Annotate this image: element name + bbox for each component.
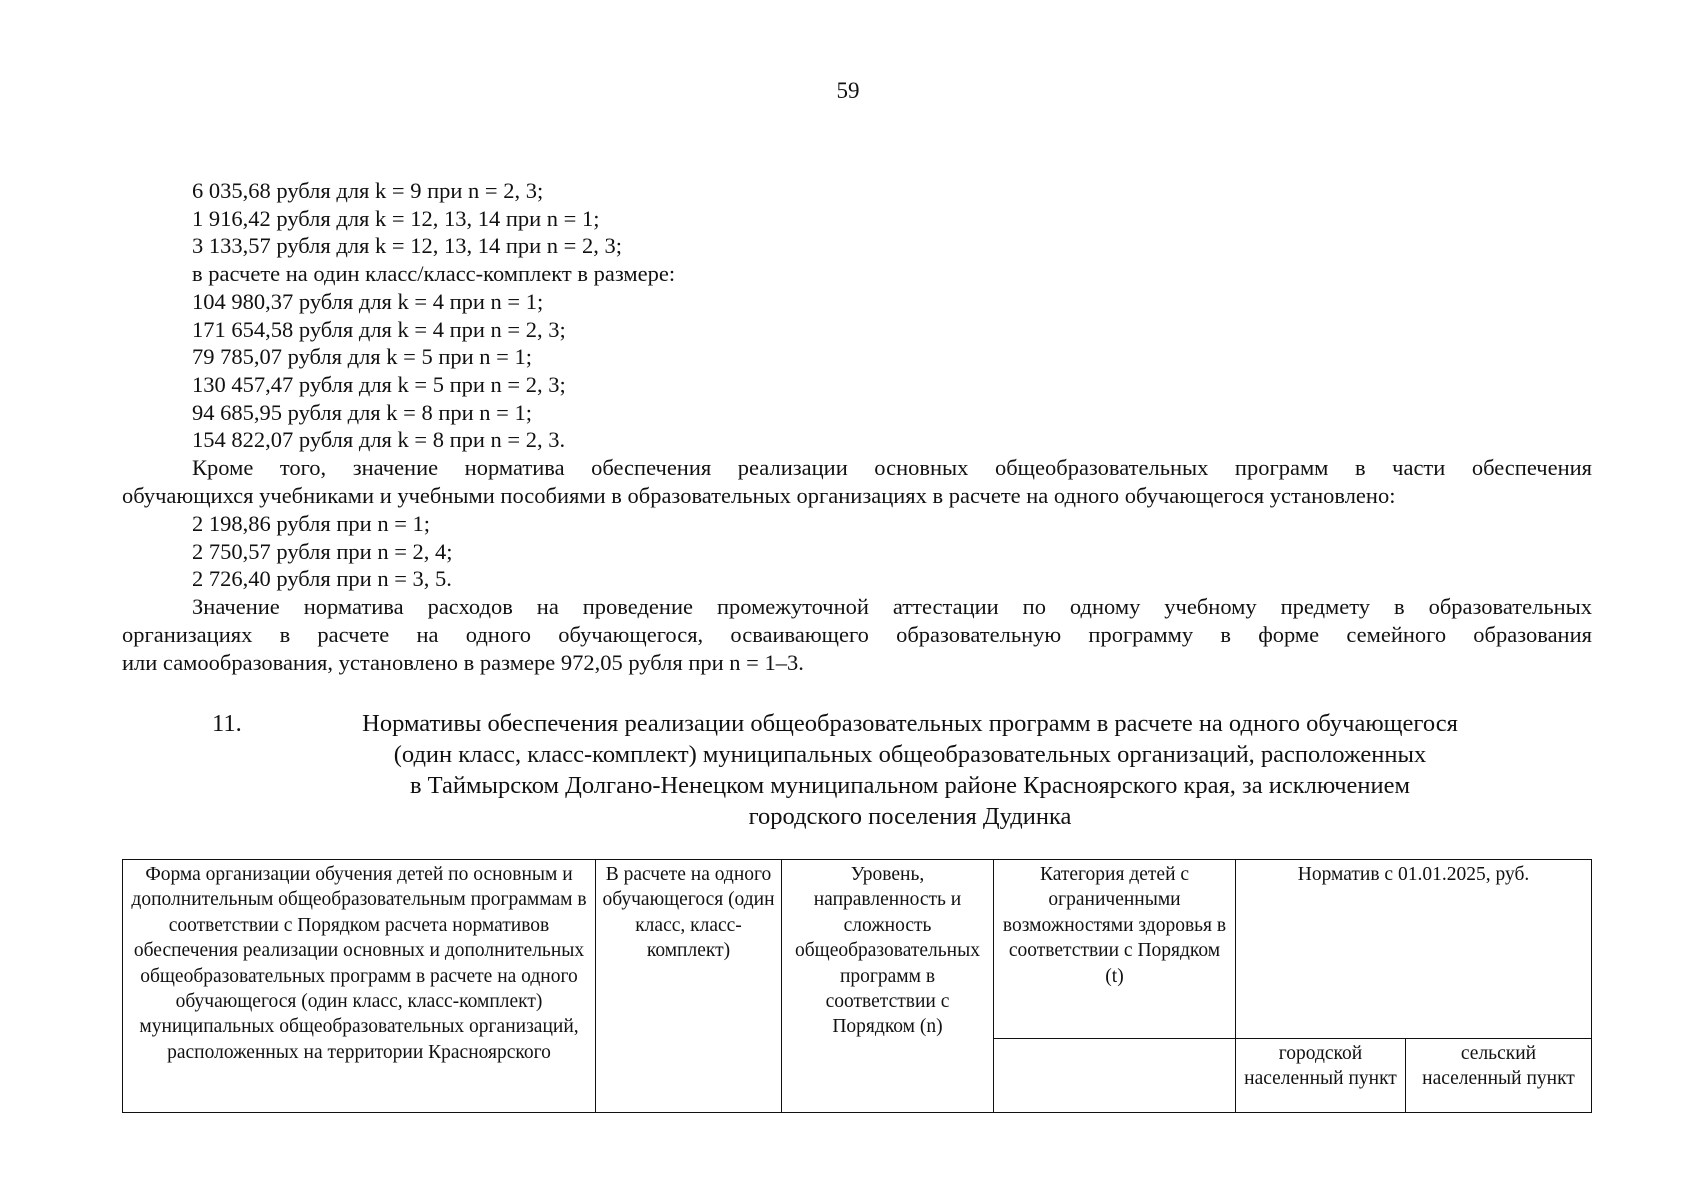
section-number: 11.: [212, 710, 242, 737]
paragraph-line: организациях в расчете на одного обучающегося, осваивающего образовательную программу в форме семейного образования: [122, 621, 1592, 647]
section-title-line: Нормативы обеспечения реализации общеобразовательных программ в расчете на одного обучающегося: [362, 710, 1458, 737]
rate-line: 104 980,37 рубля для k = 4 при n = 1;: [192, 288, 544, 314]
normatives-table: [122, 859, 1592, 1113]
attestation-paragraph: [122, 593, 1592, 676]
header-urban: городской населенный пункт: [1236, 1038, 1406, 1112]
paragraph-line: или самообразования, установлено в размере 972,05 рубля при n = 1–3.: [122, 649, 804, 675]
paragraph-line: обучающихся учебниками и учебными пособиями в образовательных организациях в расчете на одного обучающегося установлено:: [122, 482, 1396, 508]
header-rural: сельский населенный пункт: [1406, 1038, 1592, 1112]
rate-line: 79 785,07 рубля для k = 5 при n = 1;: [192, 344, 532, 370]
rate-line: 171 654,58 рубля для k = 4 при n = 2, 3;: [192, 316, 566, 342]
paragraph-line: Кроме того, значение норматива обеспечения реализации основных общеобразовательных программ в части обеспечения: [192, 455, 1592, 480]
textbook-line: 2 198,86 рубля при n = 1;: [192, 511, 431, 536]
section-title-line: городского поселения Дудинка: [748, 803, 1072, 830]
rate-lines: [192, 177, 675, 454]
empty-cell: [994, 1038, 1236, 1112]
header-program-level: Уровень, направленность и сложность общеобразовательных программ в соответствии с Порядком (n): [782, 860, 994, 1113]
page-number: 59: [836, 78, 860, 103]
rate-line: 94 685,95 рубля для k = 8 при n = 1;: [192, 399, 532, 425]
textbook-line: 2 750,57 рубля при n = 2, 4;: [192, 538, 453, 564]
rate-line: 3 133,57 рубля для k = 12, 13, 14 при n = 2, 3;: [192, 233, 622, 259]
textbook-lines: [192, 510, 453, 593]
header-disability-category: Категория детей с ограниченными возможностями здоровья в соответствии с Порядком (t): [994, 860, 1236, 1039]
rate-line: 154 822,07 рубля для k = 8 при n = 2, 3.: [192, 427, 566, 453]
textbook-paragraph: [122, 454, 1592, 510]
section-heading: [200, 708, 1560, 832]
rate-line: в расчете на один класс/класс-комплект в размере:: [192, 261, 676, 287]
rate-line: 130 457,47 рубля для k = 5 при n = 2, 3;: [192, 371, 566, 397]
section-title-line: в Таймырском Долгано-Ненецком муниципальном районе Красноярского края, за исключением: [409, 772, 1410, 799]
header-calculation-basis: В расчете на одного обучающегося (один класс, класс-комплект): [596, 860, 782, 1113]
textbook-line: 2 726,40 рубля при n = 3, 5.: [192, 566, 452, 592]
header-normative: Норматив с 01.01.2025, руб.: [1236, 860, 1592, 1039]
rate-line: 1 916,42 рубля для k = 12, 13, 14 при n = 1;: [192, 205, 600, 231]
rate-line: 6 035,68 рубля для k = 9 при n = 2, 3;: [192, 178, 544, 203]
section-title-line: (один класс, класс-комплект) муниципальных общеобразовательных организаций, расположенных: [393, 741, 1427, 768]
header-form-of-education: Форма организации обучения детей по основным и дополнительным общеобразовательным программам в соответствии с Порядком расчета нормативов обеспечения реализации основных и дополнительных общеобразовательных программ в расчете на одного обучающегося (один класс, класс-комплект) муниципальных общеобразовательных организаций, расположенных на территории Красноярского: [123, 860, 596, 1113]
paragraph-line: Значение норматива расходов на проведение промежуточной аттестации по одному учебному предмету в образовательных: [192, 594, 1592, 619]
